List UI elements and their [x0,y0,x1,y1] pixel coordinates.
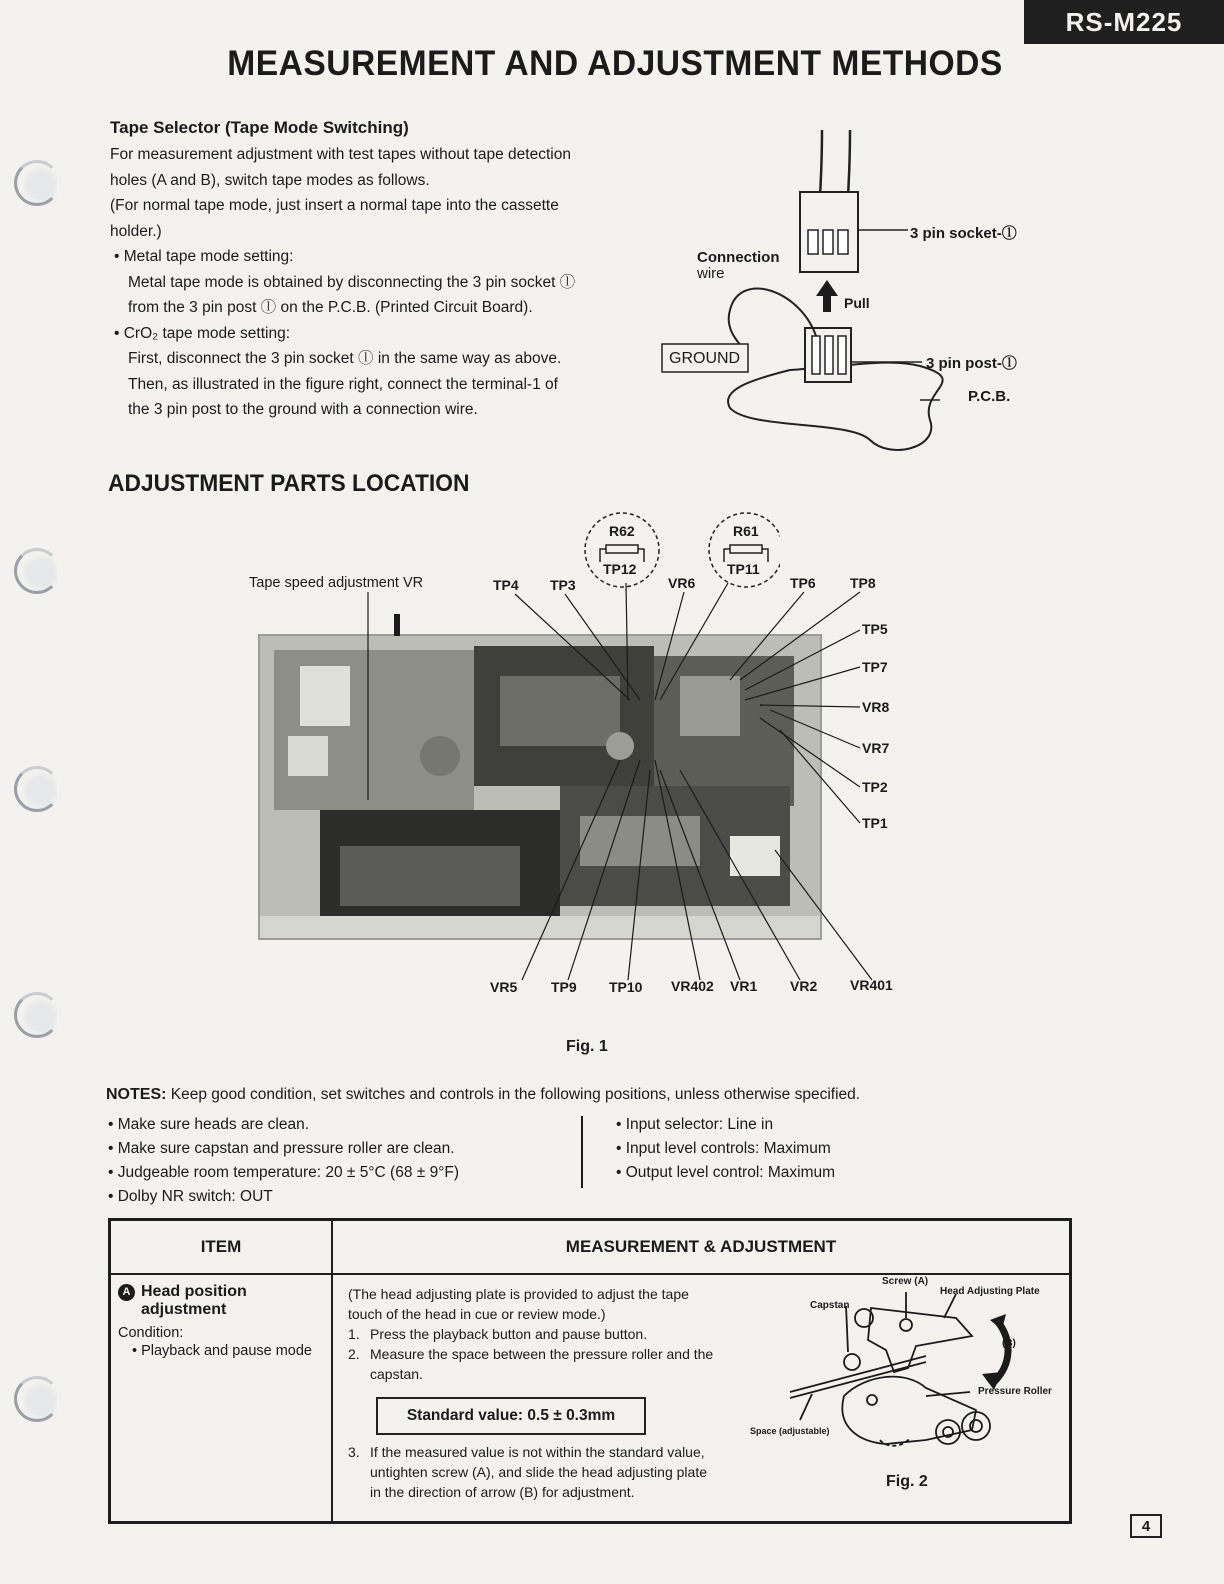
tp10-label: TP10 [609,979,643,995]
r62-label: R62 [609,523,635,539]
note-item: • Judgeable room temperature: 20 ± 5°C (68 ± 9°F) [108,1164,460,1181]
tp7-label: TP7 [862,659,888,675]
note-item: • Input selector: Line in [616,1116,774,1133]
tape-selector-heading: Tape Selector (Tape Mode Switching) [110,118,409,137]
condition-value: • Playback and pause mode [132,1343,312,1359]
step-num: 1. [348,1326,360,1342]
vr5-label: VR5 [490,979,518,995]
tp3-label: TP3 [550,577,576,593]
cro2-line: First, disconnect the 3 pin socket ⓛ in the same way as above. [128,350,562,367]
tape-selector-section [110,118,670,423]
vr7-label: VR7 [862,740,890,756]
step-num: 3. [348,1444,360,1460]
chassis-photo [258,634,822,940]
connection-wire-line: Connection [697,249,780,266]
capstan-label: Capstan [810,1300,850,1311]
intro-line: holder.) [110,222,162,240]
vr8-label: VR8 [862,699,890,715]
step-text: in the direction of arrow (B) for adjustment. [370,1484,635,1500]
step-text: If the measured value is not within the standard value, [370,1444,705,1460]
notes-intro [106,1083,1106,1107]
tp9-label: TP9 [551,979,577,995]
pull-label: Pull [844,295,870,311]
notes-text: Keep good condition, set switches and controls in the following positions, unless otherwise specified. [170,1086,861,1103]
notes-label: NOTES: [106,1086,167,1103]
col-measure-header: MEASUREMENT & ADJUSTMENT [332,1220,1071,1275]
measure-intro: (The head adjusting plate is provided to adjust the tape [348,1286,689,1302]
screw-label: Screw (A) [882,1276,929,1287]
vr401-label: VR401 [850,977,893,993]
roller-label: Pressure Roller [978,1386,1052,1397]
ground-label: GROUND [669,350,741,367]
page-title: MEASUREMENT AND ADJUSTMENT METHODS [227,44,1003,83]
tp12-label: TP12 [603,561,637,577]
step3-content [348,1442,768,1502]
metal-line: Metal tape mode is obtained by disconnecting the 3 pin socket ⓛ [128,273,576,291]
model-number-tab: RS-M225 [1024,0,1224,44]
binder-hole [14,160,60,206]
notes-left [108,1113,568,1209]
pcb-label: P.C.B. [968,388,1011,405]
condition-label: Condition: [118,1325,184,1341]
fig1-caption: Fig. 1 [566,1038,608,1055]
step-text: Measure the space between the pressure roller and the [370,1346,714,1362]
step-text: capstan. [370,1366,423,1382]
fig2-caption: Fig. 2 [886,1473,928,1490]
marker-icon [394,614,400,636]
metal-heading: • Metal tape mode setting: [114,248,294,265]
vr6-label: VR6 [668,575,696,591]
binder-hole [14,766,60,812]
item-content [118,1283,328,1359]
pull-arrow-icon [816,280,838,312]
tp5-label: TP5 [862,621,888,637]
vr402-label: VR402 [671,978,714,994]
connection-wire-label [697,250,780,282]
binder-hole [14,548,60,594]
binder-hole [14,992,60,1038]
item-title: Head position [141,1283,247,1300]
step-text: Press the playback button and pause button. [370,1326,648,1342]
page-number: 4 [1130,1514,1162,1538]
cro2-heading: • CrO₂ tape mode setting: [114,324,290,342]
tp4-label: TP4 [493,577,519,593]
binder-hole [14,1376,60,1422]
measure-content [348,1284,768,1384]
tp6-label: TP6 [790,575,816,591]
tp2-label: TP2 [862,779,888,795]
tp1-label: TP1 [862,815,888,831]
note-item: • Output level control: Maximum [616,1164,836,1181]
step-text: untighten screw (A), and slide the head adjusting plate [370,1464,707,1480]
item-title-2: adjustment [141,1301,227,1318]
post-label: 3 pin post-ⓛ [926,355,1017,372]
note-item: • Dolby NR switch: OUT [108,1188,273,1205]
note-item: • Input level controls: Maximum [616,1140,831,1157]
r61-label: R61 [733,523,759,539]
intro-line: (For normal tape mode, just insert a normal tape into the cassette [110,197,559,214]
b-label: (B) [1002,1338,1016,1349]
tp8-label: TP8 [850,575,876,591]
cro2-line: Then, as illustrated in the figure right, connect the terminal-1 of [128,375,558,393]
col-item-header: ITEM [110,1220,333,1275]
step-num: 2. [348,1346,360,1362]
notes-divider [581,1116,583,1188]
cro2-line: the 3 pin post to the ground with a connection wire. [128,401,478,418]
plate-label: Head Adjusting Plate [940,1286,1040,1297]
tape-speed-vr-label: Tape speed adjustment VR [249,575,424,591]
vr2-label: VR2 [790,978,818,994]
connection-wire-line: wire [697,265,725,282]
measure-intro: touch of the head in cue or review mode.) [348,1306,606,1322]
notes-right [616,1113,916,1185]
tp11-label: TP11 [727,561,760,577]
item-badge-icon: A [118,1284,135,1301]
parts-location-heading: ADJUSTMENT PARTS LOCATION [108,470,470,497]
standard-value-box: Standard value: 0.5 ± 0.3mm [376,1397,646,1435]
intro-line: holes (A and B), switch tape modes as follows. [110,171,430,189]
socket-label: 3 pin socket-ⓛ [910,225,1017,242]
note-item: • Make sure heads are clean. [108,1116,310,1133]
vr1-label: VR1 [730,978,758,994]
intro-line: For measurement adjustment with test tapes without tape detection [110,146,571,163]
metal-line: from the 3 pin post ⓛ on the P.C.B. (Printed Circuit Board). [128,299,533,316]
space-label: Space (adjustable) [750,1426,830,1436]
note-item: • Make sure capstan and pressure roller are clean. [108,1140,455,1157]
